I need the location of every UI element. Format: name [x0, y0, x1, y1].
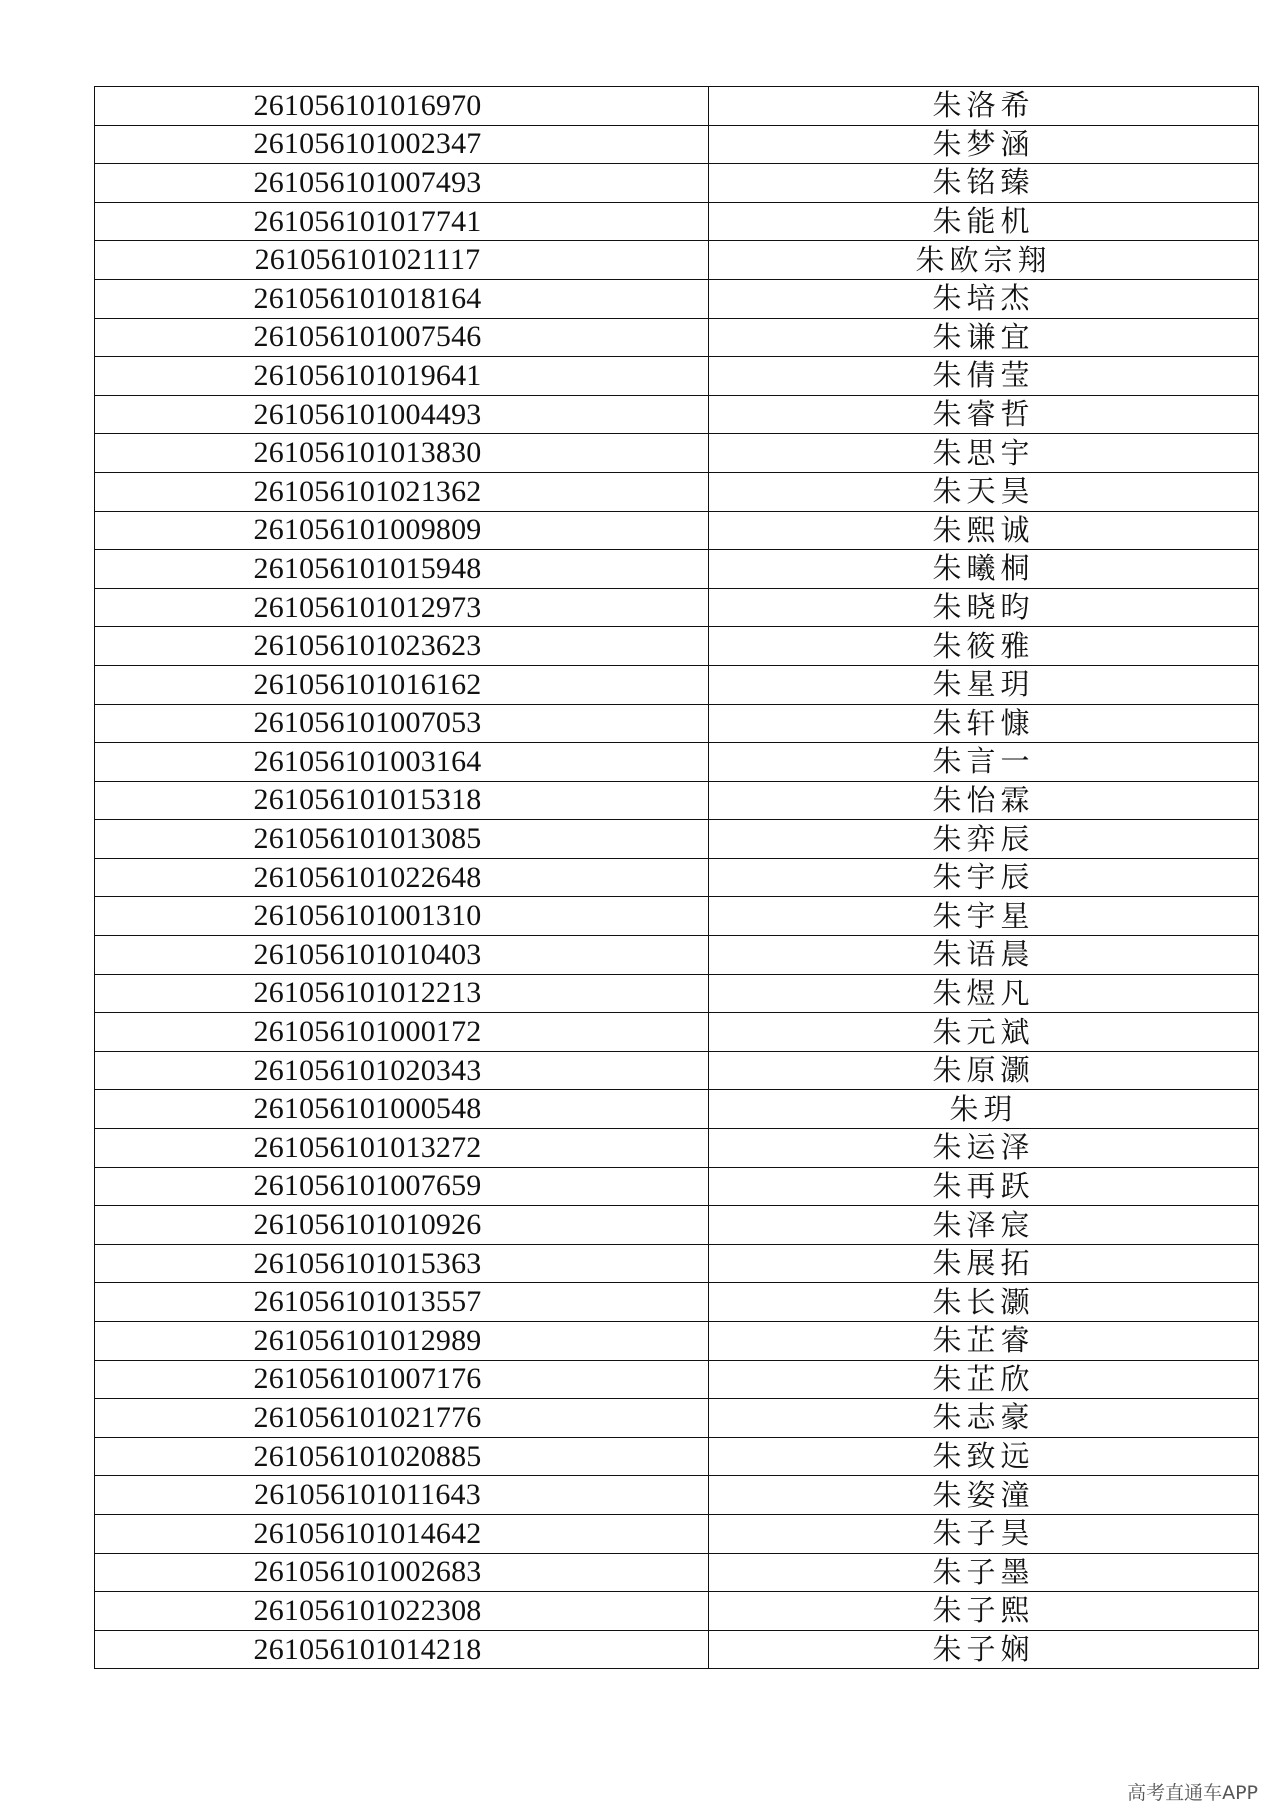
- candidate-id-cell: 261056101015318: [95, 781, 709, 820]
- candidate-name-cell: 朱子昊: [709, 1514, 1259, 1553]
- candidate-id-cell: 261056101012989: [95, 1322, 709, 1361]
- candidate-id-cell: 261056101015948: [95, 550, 709, 589]
- candidate-name-cell: 朱宇星: [709, 897, 1259, 936]
- table-row: [95, 781, 1259, 820]
- table-row: [95, 1399, 1259, 1438]
- candidate-name-cell: 朱致远: [709, 1437, 1259, 1476]
- candidate-name-cell: 朱弈辰: [709, 820, 1259, 859]
- candidate-name-cell: 朱筱雅: [709, 627, 1259, 666]
- candidate-name-cell: 朱展拓: [709, 1244, 1259, 1283]
- candidate-id-cell: 261056101011643: [95, 1476, 709, 1515]
- candidate-name-cell: 朱培杰: [709, 279, 1259, 318]
- candidate-name-cell: 朱星玥: [709, 665, 1259, 704]
- candidate-name-cell: 朱子熙: [709, 1592, 1259, 1631]
- watermark-text: 高考直通车APP: [1127, 1782, 1258, 1804]
- table-row: [95, 357, 1259, 396]
- table-row: [95, 1129, 1259, 1168]
- candidate-name-cell: 朱欧宗翔: [709, 241, 1259, 280]
- candidate-id-cell: 261056101003164: [95, 743, 709, 782]
- table-row: [95, 1592, 1259, 1631]
- candidate-name-cell: 朱晓昀: [709, 588, 1259, 627]
- table-row: [95, 87, 1259, 126]
- table-row: [95, 279, 1259, 318]
- candidate-name-cell: 朱思宇: [709, 434, 1259, 473]
- candidate-id-cell: 261056101016970: [95, 87, 709, 126]
- table-row: [95, 1090, 1259, 1129]
- candidate-name-cell: 朱玥: [709, 1090, 1259, 1129]
- table-row: [95, 1630, 1259, 1669]
- candidate-name-cell: 朱元斌: [709, 1013, 1259, 1052]
- candidate-id-cell: 261056101015363: [95, 1244, 709, 1283]
- candidate-name-cell: 朱长灏: [709, 1283, 1259, 1322]
- candidate-name-cell: 朱芷睿: [709, 1322, 1259, 1361]
- candidate-name-cell: 朱言一: [709, 743, 1259, 782]
- candidate-name-cell: 朱泽宸: [709, 1206, 1259, 1245]
- table-row: [95, 897, 1259, 936]
- table-row: [95, 820, 1259, 859]
- candidate-id-cell: 261056101021362: [95, 472, 709, 511]
- candidate-name-cell: 朱运泽: [709, 1129, 1259, 1168]
- candidate-id-cell: 261056101007659: [95, 1167, 709, 1206]
- table-row: [95, 1244, 1259, 1283]
- candidate-id-cell: 261056101007546: [95, 318, 709, 357]
- candidate-name-cell: 朱洛希: [709, 87, 1259, 126]
- candidate-name-cell: 朱姿潼: [709, 1476, 1259, 1515]
- candidate-id-cell: 261056101014218: [95, 1630, 709, 1669]
- candidate-name-cell: 朱轩慷: [709, 704, 1259, 743]
- table-row: [95, 974, 1259, 1013]
- candidate-id-cell: 261056101017741: [95, 202, 709, 241]
- candidate-name-cell: 朱谦宜: [709, 318, 1259, 357]
- table-row: [95, 1476, 1259, 1515]
- candidate-id-cell: 261056101002683: [95, 1553, 709, 1592]
- table-row: [95, 472, 1259, 511]
- candidate-id-cell: 261056101020343: [95, 1051, 709, 1090]
- candidate-name-cell: 朱子墨: [709, 1553, 1259, 1592]
- candidate-id-cell: 261056101002347: [95, 125, 709, 164]
- candidate-name-cell: 朱再跃: [709, 1167, 1259, 1206]
- table-row: [95, 1322, 1259, 1361]
- candidate-id-cell: 261056101007053: [95, 704, 709, 743]
- candidate-name-cell: 朱铭臻: [709, 164, 1259, 203]
- table-row: [95, 125, 1259, 164]
- candidate-name-cell: 朱熙诚: [709, 511, 1259, 550]
- table-row: [95, 1051, 1259, 1090]
- table-row: [95, 665, 1259, 704]
- table-row: [95, 395, 1259, 434]
- candidate-id-cell: 261056101019641: [95, 357, 709, 396]
- candidate-id-cell: 261056101010403: [95, 936, 709, 975]
- table-row: [95, 1553, 1259, 1592]
- candidate-id-cell: 261056101022648: [95, 858, 709, 897]
- candidate-id-cell: 261056101021117: [95, 241, 709, 280]
- candidate-name-cell: 朱芷欣: [709, 1360, 1259, 1399]
- candidate-id-cell: 261056101014642: [95, 1514, 709, 1553]
- table-row: [95, 550, 1259, 589]
- table-row: [95, 858, 1259, 897]
- candidate-id-cell: 261056101004493: [95, 395, 709, 434]
- table-row: [95, 1167, 1259, 1206]
- table-row: [95, 164, 1259, 203]
- table-row: [95, 1437, 1259, 1476]
- candidate-name-cell: 朱子娴: [709, 1630, 1259, 1669]
- candidate-id-cell: 261056101020885: [95, 1437, 709, 1476]
- candidate-id-cell: 261056101007493: [95, 164, 709, 203]
- candidate-name-cell: 朱怡霖: [709, 781, 1259, 820]
- table-row: [95, 1206, 1259, 1245]
- candidate-id-cell: 261056101012213: [95, 974, 709, 1013]
- table-row: [95, 1283, 1259, 1322]
- table-row: [95, 1013, 1259, 1052]
- candidate-name-cell: 朱曦桐: [709, 550, 1259, 589]
- candidate-name-cell: 朱天昊: [709, 472, 1259, 511]
- candidate-name-cell: 朱志豪: [709, 1399, 1259, 1438]
- table-row: [95, 202, 1259, 241]
- candidate-name-cell: 朱宇辰: [709, 858, 1259, 897]
- candidate-id-cell: 261056101001310: [95, 897, 709, 936]
- table-row: [95, 936, 1259, 975]
- candidate-id-cell: 261056101000172: [95, 1013, 709, 1052]
- table-row: [95, 704, 1259, 743]
- candidate-id-cell: 261056101009809: [95, 511, 709, 550]
- candidate-id-cell: 261056101013085: [95, 820, 709, 859]
- candidate-name-cell: 朱倩莹: [709, 357, 1259, 396]
- table-row: [95, 511, 1259, 550]
- candidate-id-cell: 261056101012973: [95, 588, 709, 627]
- candidate-name-cell: 朱原灏: [709, 1051, 1259, 1090]
- candidate-id-cell: 261056101000548: [95, 1090, 709, 1129]
- candidate-id-cell: 261056101016162: [95, 665, 709, 704]
- table-row: [95, 627, 1259, 666]
- candidate-name-cell: 朱能机: [709, 202, 1259, 241]
- candidate-id-cell: 261056101018164: [95, 279, 709, 318]
- candidate-id-cell: 261056101022308: [95, 1592, 709, 1631]
- candidate-name-cell: 朱语晨: [709, 936, 1259, 975]
- candidate-id-cell: 261056101023623: [95, 627, 709, 666]
- candidate-name-cell: 朱梦涵: [709, 125, 1259, 164]
- candidate-id-cell: 261056101007176: [95, 1360, 709, 1399]
- table-row: [95, 241, 1259, 280]
- table-row: [95, 434, 1259, 473]
- candidate-id-cell: 261056101013830: [95, 434, 709, 473]
- candidate-table: [94, 86, 1259, 1669]
- table-row: [95, 1514, 1259, 1553]
- candidate-id-cell: 261056101013272: [95, 1129, 709, 1168]
- table-row: [95, 1360, 1259, 1399]
- candidate-id-cell: 261056101010926: [95, 1206, 709, 1245]
- table-row: [95, 588, 1259, 627]
- table-row: [95, 318, 1259, 357]
- candidate-name-cell: 朱煜凡: [709, 974, 1259, 1013]
- candidate-id-cell: 261056101021776: [95, 1399, 709, 1438]
- candidate-id-cell: 261056101013557: [95, 1283, 709, 1322]
- table-row: [95, 743, 1259, 782]
- candidate-name-cell: 朱睿哲: [709, 395, 1259, 434]
- candidate-table-body: [95, 87, 1259, 1669]
